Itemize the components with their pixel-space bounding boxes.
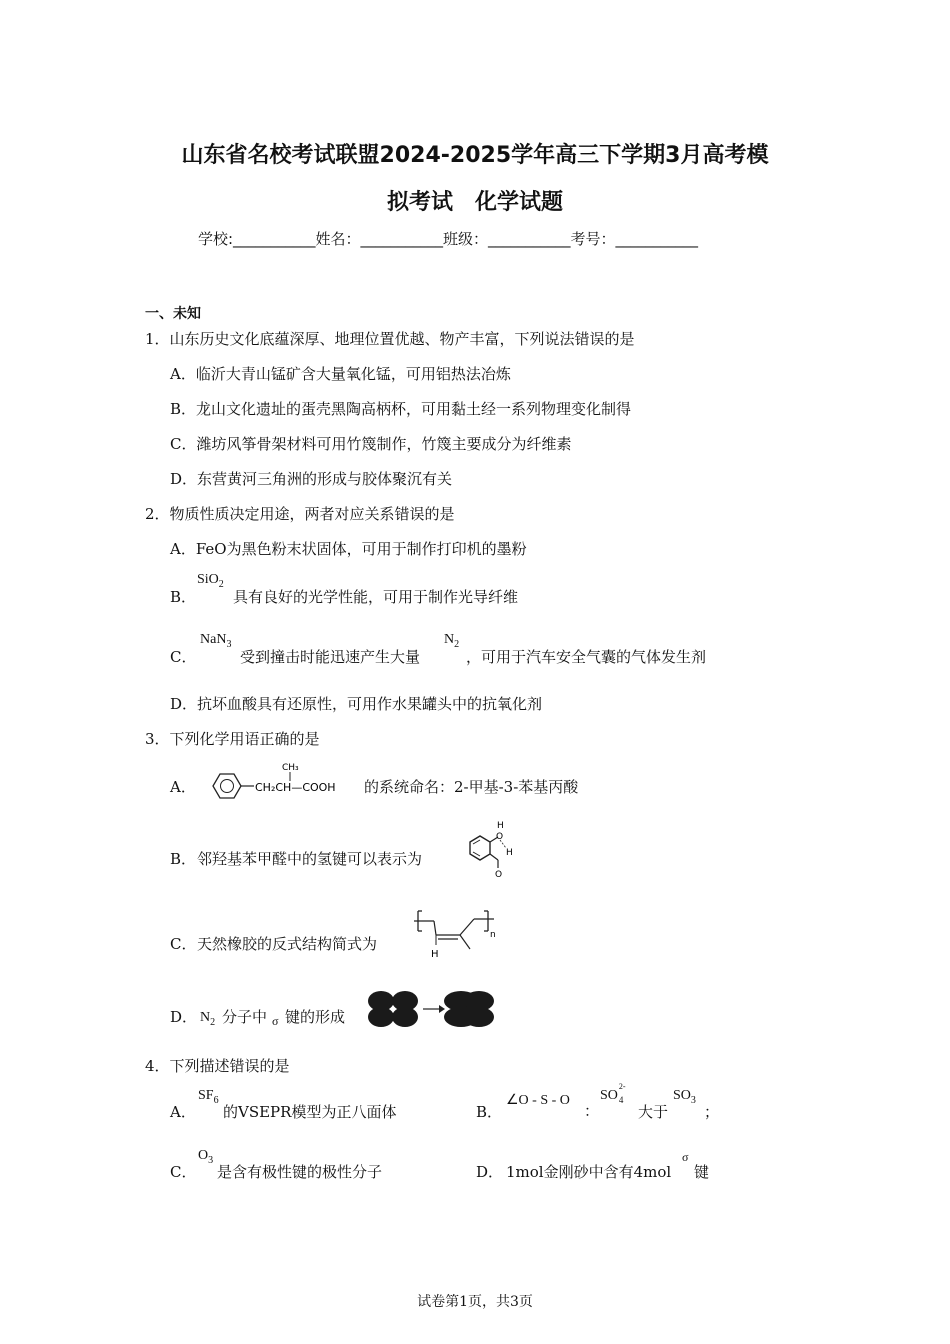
benzene-ring-circle — [221, 780, 234, 793]
q3-option-b-structure — [460, 820, 520, 880]
q3-b-atom-h1: H — [497, 821, 504, 831]
benzene-ring — [470, 836, 490, 860]
chain-bond — [460, 919, 474, 935]
q4-option-d-text: 1mol金刚砂中含有4mol — [506, 1163, 672, 1181]
ring-double-bond — [473, 840, 480, 844]
orbital-lobe — [392, 1007, 418, 1027]
q3-option-c-label: C． — [170, 935, 197, 953]
benzene-ring — [213, 774, 241, 798]
arrow-head — [439, 1005, 445, 1013]
q4-option-b-text: 大于 — [638, 1103, 669, 1121]
q3-c-sub-n: n — [490, 930, 496, 940]
q3-stem: 3．下列化学用语正确的是 — [145, 730, 320, 748]
title-line-1: 山东省名校考试联盟2024-2025学年高三下学期3月高考模 — [181, 143, 769, 168]
q3-option-d-label: D． — [170, 1008, 198, 1026]
q3-c-atom-h: H — [431, 949, 439, 960]
q4-option-b-angle: ∠O - S - O — [506, 1093, 570, 1108]
q2-option-b-formula: SiO$_2$ — [197, 572, 224, 590]
q2-option-c-formula2: $N_2$ — [444, 632, 460, 650]
q2-option-a: A．FeO为黑色粉末状固体，可用于制作打印机的墨粉 — [170, 540, 527, 558]
q2-option-c-text1: 受到撞击时能迅速产生大量 — [240, 648, 421, 666]
q2-option-b-label: B． — [170, 588, 197, 606]
q4-option-b-ion: SO 2- 4 — [600, 1082, 626, 1105]
q1-stem: 1．山东历史文化底蕴深厚、地理位置优越、物产丰富，下列说法错误的是 — [145, 330, 635, 348]
q4-option-b-label: B． — [476, 1103, 503, 1121]
q4-option-b-sep: ： — [584, 1102, 600, 1120]
q3-option-d-formula: $N_2$ — [200, 1010, 216, 1028]
q4-option-a-formula: $SF_6$ — [198, 1088, 219, 1106]
q2-option-c-text2: ，可用于汽车安全气囊的气体发生剂 — [466, 648, 707, 666]
q1-option-c: C．潍坊风筝骨架材料可用竹篾制作，竹篾主要成分为纤维素 — [170, 435, 572, 453]
sigma-symbol: σ — [272, 1014, 279, 1028]
sigma-symbol: σ — [682, 1150, 689, 1164]
q4-option-a-text: 的VSEPR模型为正八面体 — [223, 1103, 397, 1121]
ring-double-bond — [473, 852, 480, 856]
q3-option-c-text: 天然橡胶的反式结构简式为 — [197, 935, 378, 953]
q1-option-a: A．临沂大青山锰矿含大量氧化锰，可用铝热法冶炼 — [170, 365, 511, 383]
q3-b-atom-o1: O — [496, 832, 504, 842]
q2-option-c-label: C． — [170, 648, 197, 666]
q3-option-c-structure — [412, 905, 502, 960]
q4-option-b-end: ； — [704, 1103, 720, 1121]
q4-option-d-label: D． — [476, 1163, 504, 1181]
orbital-lobe — [464, 1007, 494, 1027]
q4-option-d-end: 键 — [694, 1163, 710, 1181]
q3-option-b-label: B． — [170, 850, 197, 868]
q4-option-c-text: 是含有极性键的极性分子 — [217, 1163, 383, 1181]
chain-bond — [434, 921, 436, 935]
page-footer: 试卷第1页，共3页 — [417, 1294, 533, 1310]
orbital-lobe — [368, 1007, 394, 1027]
q2-option-b-text: 具有良好的光学性能，可用于制作光导纤维 — [233, 588, 519, 606]
section-heading: 一、未知 — [145, 306, 201, 322]
q4-option-a-label: A． — [170, 1103, 196, 1121]
student-info-line: 学校:___________姓名：___________班级：___________考号：___________ — [198, 230, 699, 248]
q3-b-atom-h2: H — [506, 848, 513, 858]
q3-option-d-text2: 键的形成 — [285, 1008, 346, 1026]
q3-option-d-text1: 分子中 — [222, 1008, 268, 1026]
q3-option-a-structure — [208, 760, 358, 806]
q4-option-b-formula2: $SO_3$ — [673, 1088, 696, 1106]
q3-option-b-text: 邻羟基苯甲醛中的氢键可以表示为 — [197, 850, 423, 868]
q4-option-c-formula: $O_3$ — [198, 1148, 214, 1166]
q1-option-b: B．龙山文化遗址的蛋壳黑陶高柄杯，可用黏土经一系列物理变化制得 — [170, 400, 632, 418]
q3-a-ch3: CH₃ — [282, 763, 299, 773]
q3-option-a-label: A． — [170, 778, 196, 796]
q2-option-d: D．抗坏血酸具有还原性，可用作水果罐头中的抗氧化剂 — [170, 695, 543, 713]
q3-option-a-text: 的系统命名：2-甲基-3-苯基丙酸 — [364, 778, 579, 796]
q3-b-atom-o2: O — [495, 870, 503, 880]
q4-stem: 4．下列描述错误的是 — [145, 1057, 290, 1075]
c-c-bond — [490, 854, 498, 860]
orbital-overlap-diagram — [367, 990, 497, 1030]
q2-stem: 2．物质性质决定用途，两者对应关系错误的是 — [145, 505, 455, 523]
q4-option-c-label: C． — [170, 1163, 197, 1181]
title-line-2: 拟考试 化学试题 — [386, 190, 563, 215]
q3-a-chain: CH₂CH—COOH — [255, 781, 336, 794]
q2-option-c-formula1: NaN$_3$ — [200, 632, 232, 650]
methyl-bond — [460, 935, 470, 949]
q1-option-d: D．东营黄河三角洲的形成与胶体聚沉有关 — [170, 470, 453, 488]
